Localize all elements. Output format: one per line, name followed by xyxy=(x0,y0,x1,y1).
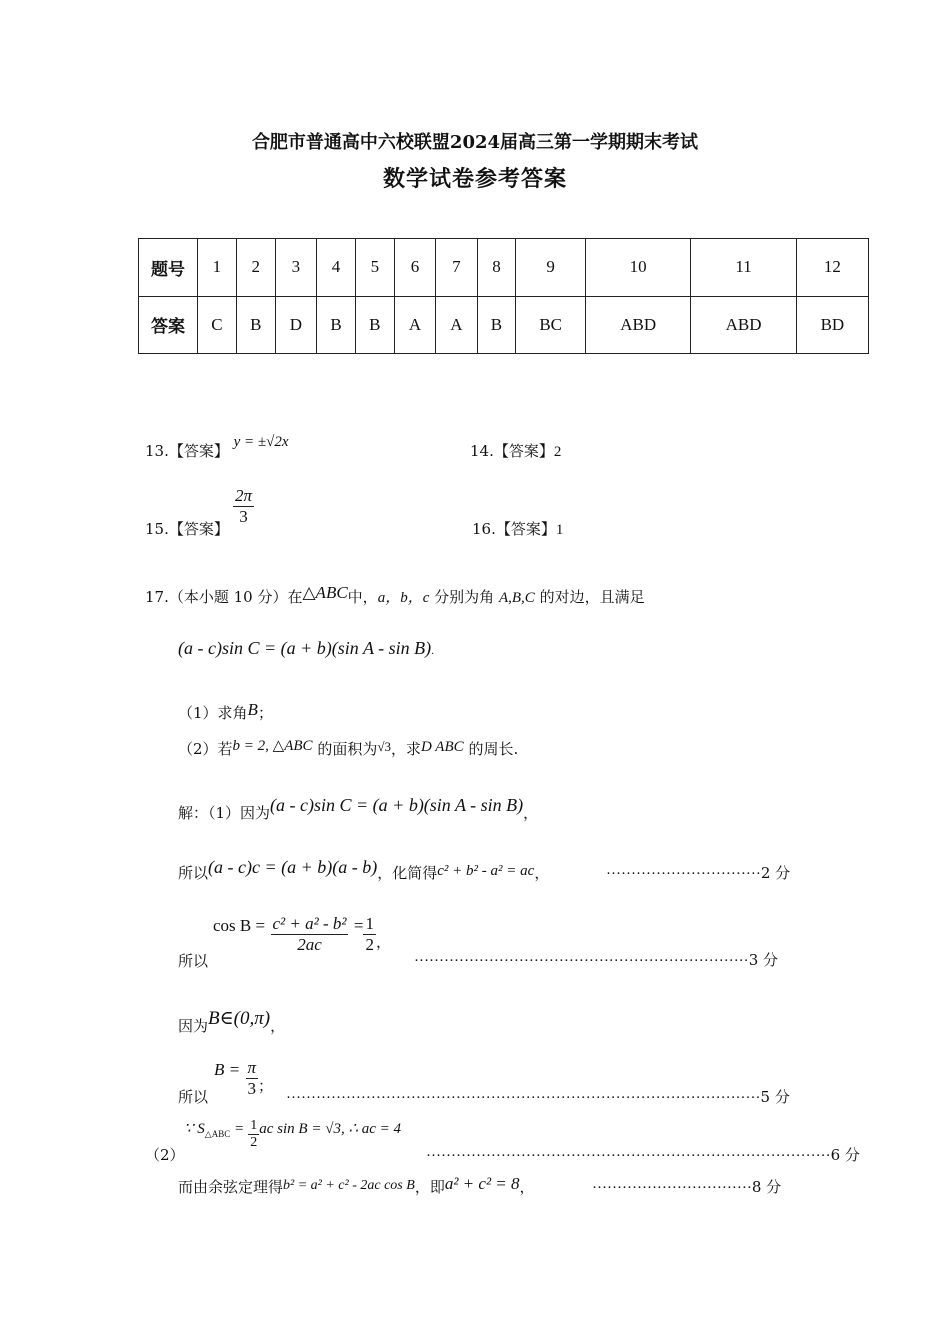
solution-text: 解：（1）因为 xyxy=(178,804,271,822)
solution-eq: a² + c² = 8 xyxy=(444,1174,520,1193)
cos-denominator: 2ac xyxy=(297,935,322,954)
area-subscript: △ABC xyxy=(204,1128,231,1139)
because-s: ∵ S xyxy=(184,1120,205,1137)
cos-numerator: c² + a² - b² xyxy=(272,914,347,933)
table-cell: 11 xyxy=(691,239,796,297)
q17-statement xyxy=(145,583,645,607)
q17-period: . xyxy=(431,643,435,657)
leader-dots: ······························· xyxy=(606,866,761,882)
equals: = xyxy=(235,1120,244,1137)
equals: = xyxy=(353,916,364,935)
b-value xyxy=(214,1058,273,1099)
q16-value: 1 xyxy=(555,522,564,538)
table-cell: C xyxy=(198,296,237,354)
q17-text: 中， xyxy=(347,588,378,606)
score-label: 2 分 xyxy=(760,864,791,882)
table-cell: 4 xyxy=(317,239,356,297)
cos-label: cos B = xyxy=(213,916,266,935)
solution-line-5 xyxy=(178,1086,208,1107)
solution-text: 因为 xyxy=(178,1017,209,1035)
part2-text: （2）若 xyxy=(178,740,233,758)
table-cell: 5 xyxy=(355,239,394,297)
table-cell: A xyxy=(436,296,477,354)
table-cell: D xyxy=(275,296,316,354)
table-cell: 2 xyxy=(236,239,275,297)
solution-eq: (a - c)c = (a + b)(a - b) xyxy=(208,857,378,877)
score-label: 5 分 xyxy=(760,1088,790,1106)
half-numerator: 1 xyxy=(365,914,374,933)
row-label-answer: 答案 xyxy=(139,296,198,354)
solution-text: ， xyxy=(523,804,539,822)
part2-text: ，求 xyxy=(390,740,421,758)
part2-triangle: D ABC xyxy=(421,739,464,755)
table-cell: BC xyxy=(516,296,586,354)
score-label: 3 分 xyxy=(748,951,778,969)
score-8 xyxy=(592,1176,781,1197)
solution-eq: b² = a² + c² - 2ac cos B xyxy=(283,1178,415,1193)
pi-fraction xyxy=(246,1058,259,1099)
leader-dots: ································ xyxy=(592,1180,752,1196)
table-cell: 10 xyxy=(585,239,690,297)
table-cell: 3 xyxy=(275,239,316,297)
q16-answer xyxy=(472,518,563,539)
part1-var: B xyxy=(247,700,258,719)
answer-key-title: 数学试卷参考答案 xyxy=(382,166,567,192)
solution-text: ， xyxy=(534,864,550,882)
q15-numerator: 2π xyxy=(235,486,253,505)
exam-title: 合肥市普通高中六校联盟2024届高三第一学期期末考试 xyxy=(251,132,699,153)
solution-line-3 xyxy=(178,950,208,971)
part2-condition: b = 2, △ABC xyxy=(232,738,313,754)
q17-condition xyxy=(178,638,434,659)
table-cell: B xyxy=(236,296,275,354)
solution-line-7 xyxy=(178,1176,535,1197)
q17-text: 分别为角 xyxy=(434,588,495,606)
score-3 xyxy=(414,949,778,970)
leader-dots: ······························································································· xyxy=(286,1090,761,1106)
solution-part2-label xyxy=(145,1144,185,1165)
table-cell: 1 xyxy=(198,239,237,297)
b-label: B = xyxy=(214,1060,241,1079)
table-row-answers xyxy=(139,296,869,354)
table-cell: B xyxy=(477,296,516,354)
table-cell: 6 xyxy=(394,239,435,297)
area-half-numerator: 1 xyxy=(250,1118,258,1133)
part2-area: √3 xyxy=(377,739,391,754)
table-cell: B xyxy=(355,296,394,354)
solution-text: 所以 xyxy=(178,952,209,970)
part2-text: 的周长. xyxy=(468,740,519,758)
solution-text: 所以 xyxy=(178,864,209,882)
q15-denominator: 3 xyxy=(239,507,248,526)
half-denominator: 2 xyxy=(365,935,374,954)
part1-end: ； xyxy=(257,704,273,722)
area-formula xyxy=(184,1118,401,1151)
q15-label: 15.【答案】 xyxy=(145,520,229,538)
q15-answer xyxy=(145,518,229,539)
pi-denominator: 3 xyxy=(247,1079,257,1098)
cos-formula xyxy=(213,914,391,955)
q14-answer xyxy=(470,440,561,461)
leader-dots: ··································································· xyxy=(414,953,749,969)
score-label: 8 分 xyxy=(751,1178,782,1196)
part1-text: （1）求角 xyxy=(178,704,248,722)
part2-text: 的面积为 xyxy=(317,740,378,758)
table-cell: B xyxy=(317,296,356,354)
answer-table xyxy=(138,238,869,354)
q16-label: 16.【答案】 xyxy=(472,520,556,538)
solution-text: 所以 xyxy=(178,1088,209,1106)
leader-dots: ················································································· xyxy=(426,1148,831,1164)
q17-text: 的对边，且满足 xyxy=(539,588,645,606)
solution-text: ， xyxy=(375,933,391,951)
solution-text: ，即 xyxy=(414,1178,445,1196)
score-5 xyxy=(286,1086,790,1107)
solution-text: （2） xyxy=(145,1146,185,1164)
solution-eq: (a - c)sin C = (a + b)(sin A - sin B) xyxy=(270,795,524,815)
cos-fraction xyxy=(271,914,349,955)
table-cell: 7 xyxy=(436,239,477,297)
q17-intro: 17.（本小题 10 分）在 xyxy=(145,588,303,606)
solution-eq: c² + b² - a² = ac xyxy=(437,863,535,879)
score-6 xyxy=(426,1144,860,1165)
solution-text: 而由余弦定理得 xyxy=(178,1178,284,1196)
area-half-fraction xyxy=(248,1118,259,1151)
solution-line-2 xyxy=(178,857,550,883)
q17-condition-eq: (a - c)sin C = (a + b)(sin A - sin B) xyxy=(178,638,432,658)
area-equation: ac sin B = √3, ∴ ac = 4 xyxy=(259,1120,402,1137)
table-cell: 12 xyxy=(796,239,868,297)
table-cell: 9 xyxy=(516,239,586,297)
q17-triangle: △ABC xyxy=(302,583,348,602)
half-fraction xyxy=(363,914,376,955)
q13-answer xyxy=(145,434,289,461)
q13-label: 13.【答案】 xyxy=(145,442,229,460)
solution-text: ，化简得 xyxy=(377,864,438,882)
score-2 xyxy=(606,862,790,883)
solution-text: ， xyxy=(519,1178,535,1196)
row-label-number: 题号 xyxy=(139,239,198,297)
q14-label: 14.【答案】 xyxy=(470,442,554,460)
solution-text: ， xyxy=(270,1017,286,1035)
solution-eq: B∈(0,π) xyxy=(208,1008,271,1029)
q17-part2 xyxy=(178,738,518,759)
solution-text: ； xyxy=(258,1077,274,1095)
table-cell: BD xyxy=(796,296,868,354)
table-cell: ABD xyxy=(585,296,690,354)
table-cell: A xyxy=(394,296,435,354)
table-row-numbers xyxy=(139,239,869,297)
score-label: 6 分 xyxy=(830,1146,860,1164)
solution-line-1 xyxy=(178,795,539,823)
q13-value: y = ±√2x xyxy=(233,434,289,450)
q17-part1 xyxy=(178,702,273,723)
pi-numerator: π xyxy=(247,1058,257,1077)
table-cell: ABD xyxy=(691,296,796,354)
q15-fraction xyxy=(233,486,254,527)
q17-vars: a，b，c xyxy=(377,590,430,606)
solution-line-4 xyxy=(178,1008,286,1037)
q14-value: 2 xyxy=(553,444,562,460)
area-half-denominator: 2 xyxy=(250,1135,258,1150)
q17-angles: A,B,C xyxy=(498,590,535,606)
table-cell: 8 xyxy=(477,239,516,297)
